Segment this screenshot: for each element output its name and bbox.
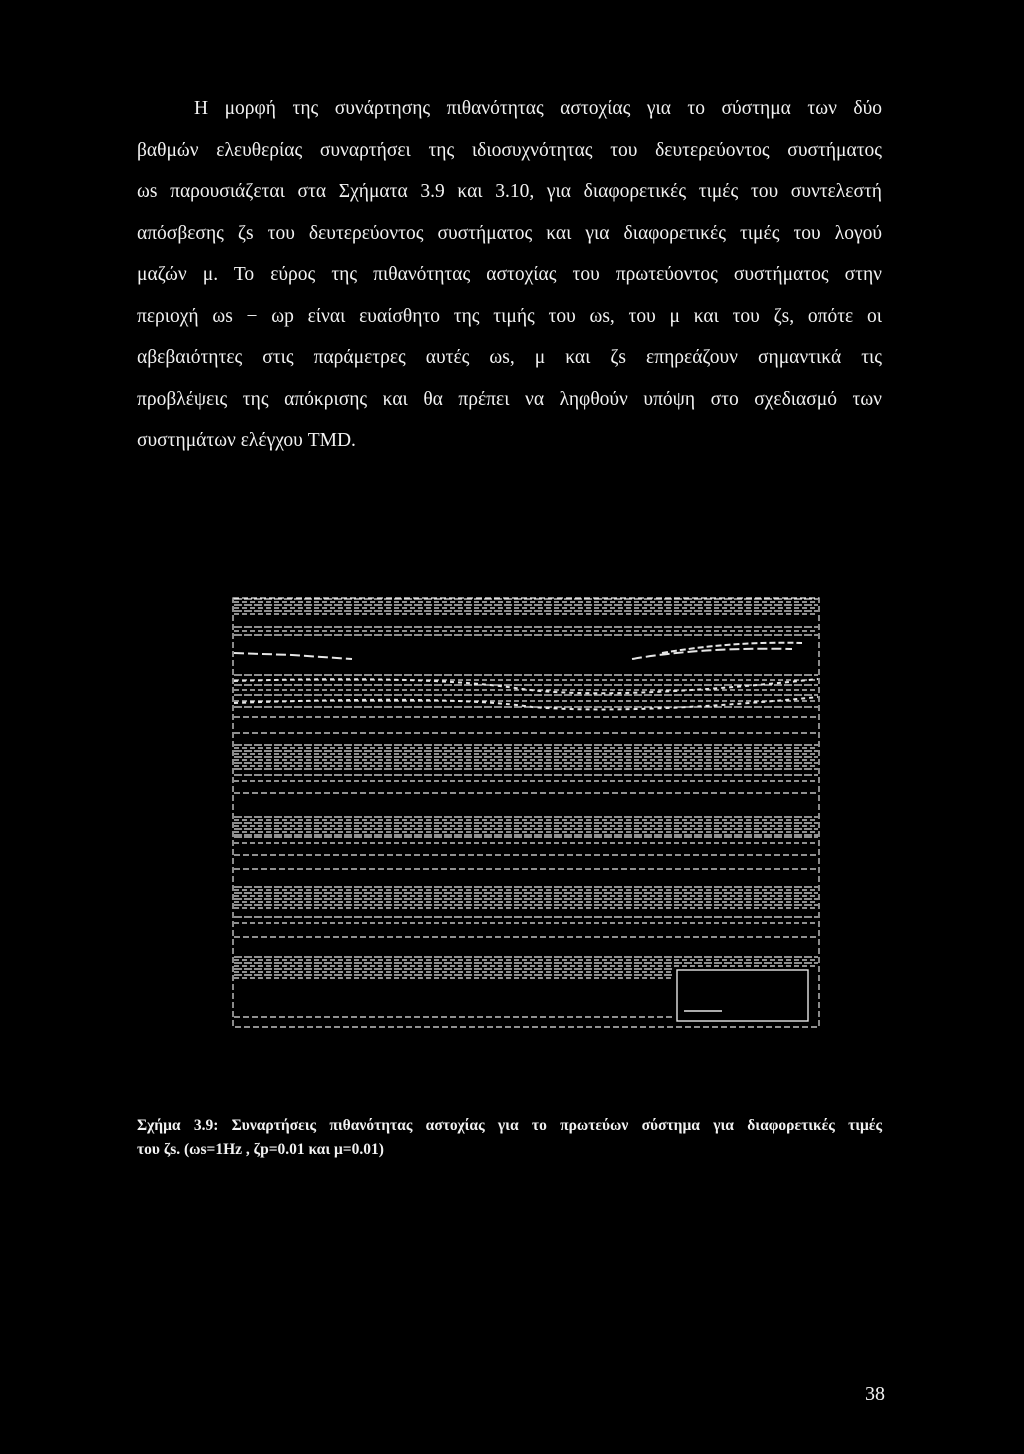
paragraph-line: προβλέψεις της απόκρισης και θα πρέπει να ληφθούν υπόψη στο σχεδιασμό των (137, 388, 882, 410)
paragraph-line: βαθμών ελευθερίας συναρτήσει της ιδιοσυχνότητας του δευτερεύοντος συστήματος (137, 139, 882, 161)
paragraph-line: Η μορφή της συνάρτησης πιθανότητας αστοχίας για το σύστημα των δύο (194, 98, 882, 119)
paragraph-line: απόσβεσης ζs του δευτερεύοντος συστήματος και για διαφορετικές τιμές του λογού (137, 222, 882, 244)
plot-curve (234, 679, 818, 693)
figure-caption (137, 1114, 882, 1162)
plot-curve (234, 653, 352, 659)
paragraph-line: αβεβαιότητες στις παράμετρες αυτές ωs, μ και ζs επηρεάζουν σημαντικά τις (137, 347, 882, 368)
page-number: 38 (865, 1383, 885, 1405)
paragraph-line: περιοχή ωs − ωp είναι ευαίσθητο της τιμής του ωs, του μ και του ζs, οπότε οι (137, 305, 882, 327)
plot-curve (632, 649, 792, 659)
legend-box (677, 970, 808, 1021)
figure-3-9-plot (232, 597, 820, 1028)
paragraph-line: μαζών μ. Το εύρος της πιθανότητας αστοχίας του πρωτεύοντος συστήματος στην (137, 264, 882, 285)
caption-line: Σχήμα 3.9: Συναρτήσεις πιθανότητας αστοχίας για το πρωτεύων σύστημα για διαφορετικές τιμές (137, 1117, 882, 1134)
caption-line: του ζs. (ωs=1Hz , ζp=0.01 και μ=0.01) (137, 1141, 384, 1158)
paragraph-line: ωs παρουσιάζεται στα Σχήματα 3.9 και 3.10, για διαφορετικές τιμές του συντελεστή (137, 181, 882, 202)
paragraph-line: συστημάτων ελέγχου TMD. (137, 430, 356, 451)
body-paragraph (137, 88, 882, 462)
